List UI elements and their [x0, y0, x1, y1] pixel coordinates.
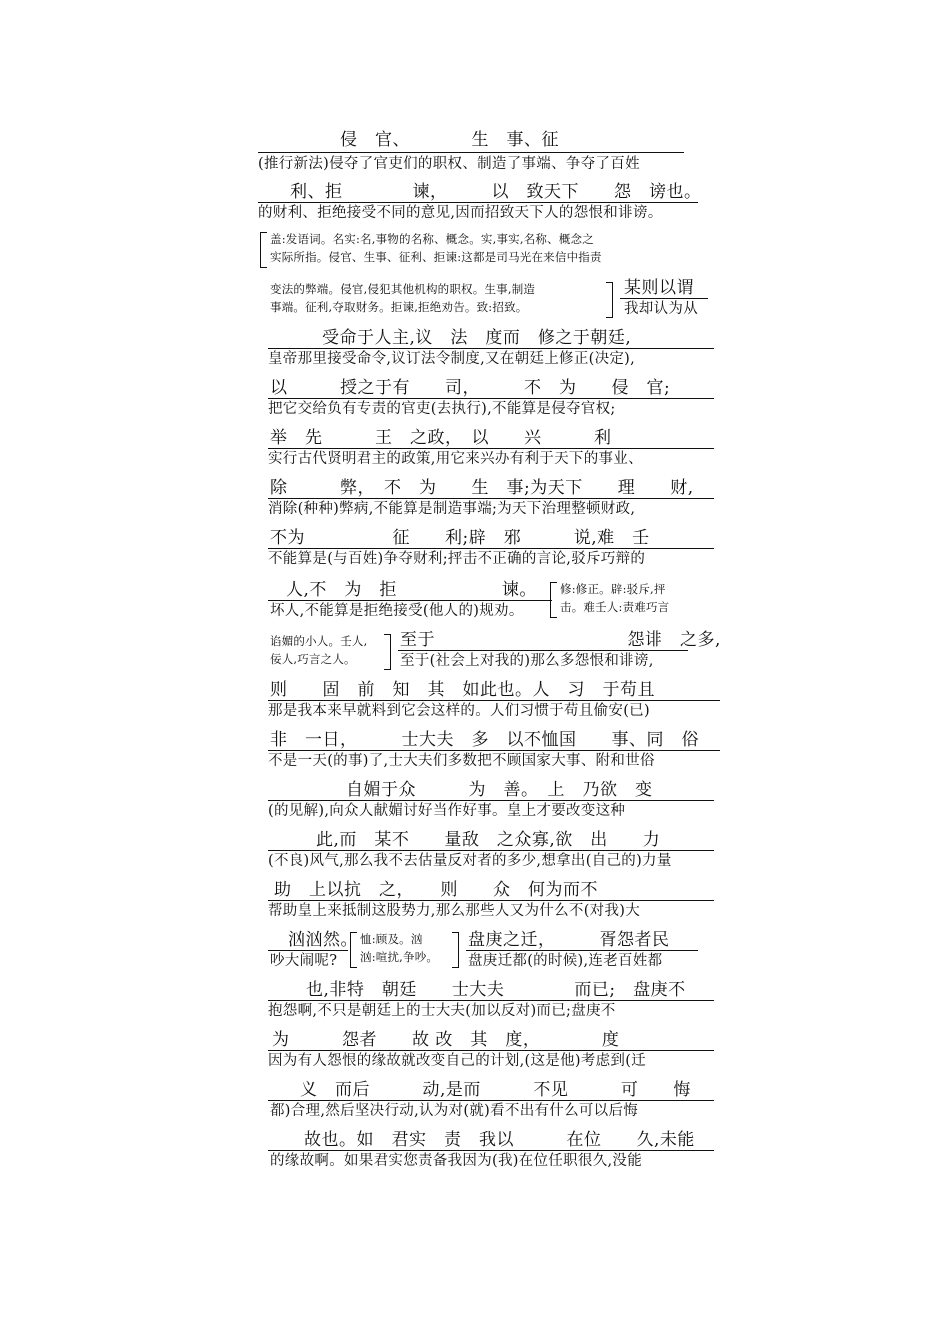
annotation-line: 实际所指。侵官、生事、征利、拒谏:这都是司马光在来信中指责 — [270, 250, 602, 264]
original-text-line: 也,非特 朝廷 士大夫 而已; 盘庚不 — [306, 980, 686, 1000]
translation-line: 盘庚迁都(的时候),连老百姓都 — [468, 953, 663, 969]
underline — [268, 700, 720, 701]
translation-line: 皇帝那里接受命令,议订法令制度,又在朝廷上修正(决定), — [268, 351, 636, 367]
annotation-line: 谄媚的小人。壬人, — [270, 634, 368, 648]
translation-line: 因为有人怨恨的缘故就改变自己的计划,(这是他)考虑到(迁 — [268, 1053, 646, 1069]
underline — [398, 650, 688, 651]
original-text-line: 此,而 某不 量敌 之众寡,欲 出 力 — [316, 830, 661, 850]
underline — [268, 498, 714, 499]
underline — [268, 548, 714, 549]
underline — [268, 800, 714, 801]
translation-line: 坏人,不能算是拒绝接受(他人的)规劝。 — [270, 603, 524, 619]
underline — [268, 850, 714, 851]
original-text-line: 利、拒 谏， 以 致天下 怨 谤也。 — [290, 182, 702, 202]
original-text-line: 非 一日， 士大夫 多 以不恤国 事、同 俗 — [270, 730, 699, 750]
original-text-line: 除 弊， 不 为 生 事;为天下 理 财, — [270, 478, 694, 498]
underline — [268, 448, 714, 449]
annotation-line: 恤:顾及。汹 — [360, 932, 423, 946]
underline — [268, 398, 714, 399]
annotation-bracket — [606, 282, 613, 318]
translation-line: 帮助皇上来抵制这股势力,那么那些人又为什么不(对我)大 — [268, 903, 641, 919]
original-text-line: 受命于人主,议 法 度而 修之于朝廷, — [322, 328, 632, 348]
underline — [268, 348, 714, 349]
translation-line: 的缘故啊。如果君实您责备我因为(我)在位任职很久,没能 — [270, 1153, 643, 1169]
translation-line: 吵大闹呢? — [270, 953, 338, 969]
translation-line: (不良)风气,那么我不去估量反对者的多少,想拿出(自己的)力量 — [268, 853, 672, 869]
translation-line: 的财利、拒绝接受不同的意见,因而招致天下人的怨恨和诽谤。 — [258, 205, 663, 221]
annotation-line: 汹:喧扰,争吵。 — [360, 950, 439, 964]
translation-line: 都)合理,然后坚决行动,认为对(就)看不出有什么可以后悔 — [270, 1103, 639, 1119]
annotation-line: 变法的弊端。侵官,侵犯其他机构的职权。生事,制造 — [270, 282, 536, 296]
underline — [258, 152, 684, 153]
original-text-line: 故也。如 君实 责 我以 在位 久,未能 — [304, 1130, 695, 1150]
original-text-line: 人,不 为 拒 谏。 — [286, 580, 537, 600]
translation-line: 那是我本来早就料到它会这样的。人们习惯于苟且偷安(已) — [268, 703, 650, 719]
translation-line: 消除(种种)弊病,不能算是制造事端;为天下治理整顿财政, — [268, 501, 636, 517]
translation-line: 不能算是(与百姓)争夺财利;抨击不正确的言论,驳斥巧辩的 — [268, 551, 646, 567]
original-text-line: 某则以谓 — [624, 278, 694, 298]
translation-line: (的见解),向众人献媚讨好当作好事。皇上才要改变这种 — [268, 803, 626, 819]
underline — [268, 1000, 714, 1001]
annotation-bracket — [384, 634, 391, 670]
underline — [268, 1050, 714, 1051]
annotation-line: 盖:发语词。名实:名,事物的名称、概念。实,事实,名称、概念之 — [270, 232, 594, 246]
annotation-bracket — [452, 932, 459, 968]
translation-line: 把它交给负有专责的官吏(去执行),不能算是侵夺官权; — [268, 401, 616, 417]
translation-line: 实行古代贤明君主的政策,用它来兴办有利于天下的事业、 — [268, 451, 643, 467]
translation-line: 抱怨啊,不只是朝廷上的士大夫(加以反对)而已;盘庚不 — [268, 1003, 616, 1019]
translation-line: 我却认为从 — [624, 301, 698, 317]
underline — [620, 298, 708, 299]
annotation-line: 事端。征利,夺取财务。拒谏,拒绝劝告。致:招致。 — [270, 300, 528, 314]
underline — [268, 1150, 714, 1151]
translation-line: 至于(社会上对我的)那么多怨恨和诽谤, — [400, 653, 654, 669]
original-text-line: 义 而后 动,是而 不见 可 悔 — [300, 1080, 691, 1100]
underline — [466, 950, 698, 951]
translation-line: 不是一天(的事)了,士大夫们多数把不顾国家大事、附和世俗 — [268, 753, 655, 769]
annotation-line: 击。难壬人:责难巧言 — [560, 600, 670, 614]
underline — [268, 750, 720, 751]
original-text-line: 举 先 王 之政， 以 兴 利 — [270, 428, 612, 448]
original-text-line: 汹汹然。 — [288, 930, 358, 950]
underline — [258, 202, 698, 203]
original-text-line: 则 固 前 知 其 如此也。人 习 于苟且 — [270, 680, 655, 700]
underline — [268, 1100, 714, 1101]
translation-line: (推行新法)侵夺了官吏们的职权、制造了事端、争夺了百姓 — [258, 156, 640, 172]
original-text-line: 以 授之于有 司， 不 为 侵 官; — [270, 378, 671, 398]
annotation-line: 修:修正。辟:驳斥,抨 — [560, 582, 666, 596]
annotation-bracket — [350, 932, 357, 968]
underline — [268, 600, 552, 601]
annotation-line: 佞人,巧言之人。 — [270, 652, 356, 666]
annotation-bracket — [550, 582, 557, 618]
underline — [268, 950, 348, 951]
original-text-line: 至于 怨诽 之多, — [400, 630, 721, 650]
original-text-line: 侵 官、 生 事、征 — [340, 130, 559, 150]
original-text-line: 盘庚之迁， 胥怨者民 — [468, 930, 670, 950]
original-text-line: 助 上以抗 之， 则 众 何为而不 — [274, 880, 598, 900]
original-text-line: 不为 征 利;辟 邪 说,难 壬 — [270, 528, 650, 548]
underline — [268, 900, 714, 901]
original-text-line: 自媚于众 为 善。 上 乃欲 变 — [346, 780, 653, 800]
annotation-bracket — [260, 232, 267, 268]
original-text-line: 为 怨者 故 改 其 度， 度 — [272, 1030, 620, 1050]
